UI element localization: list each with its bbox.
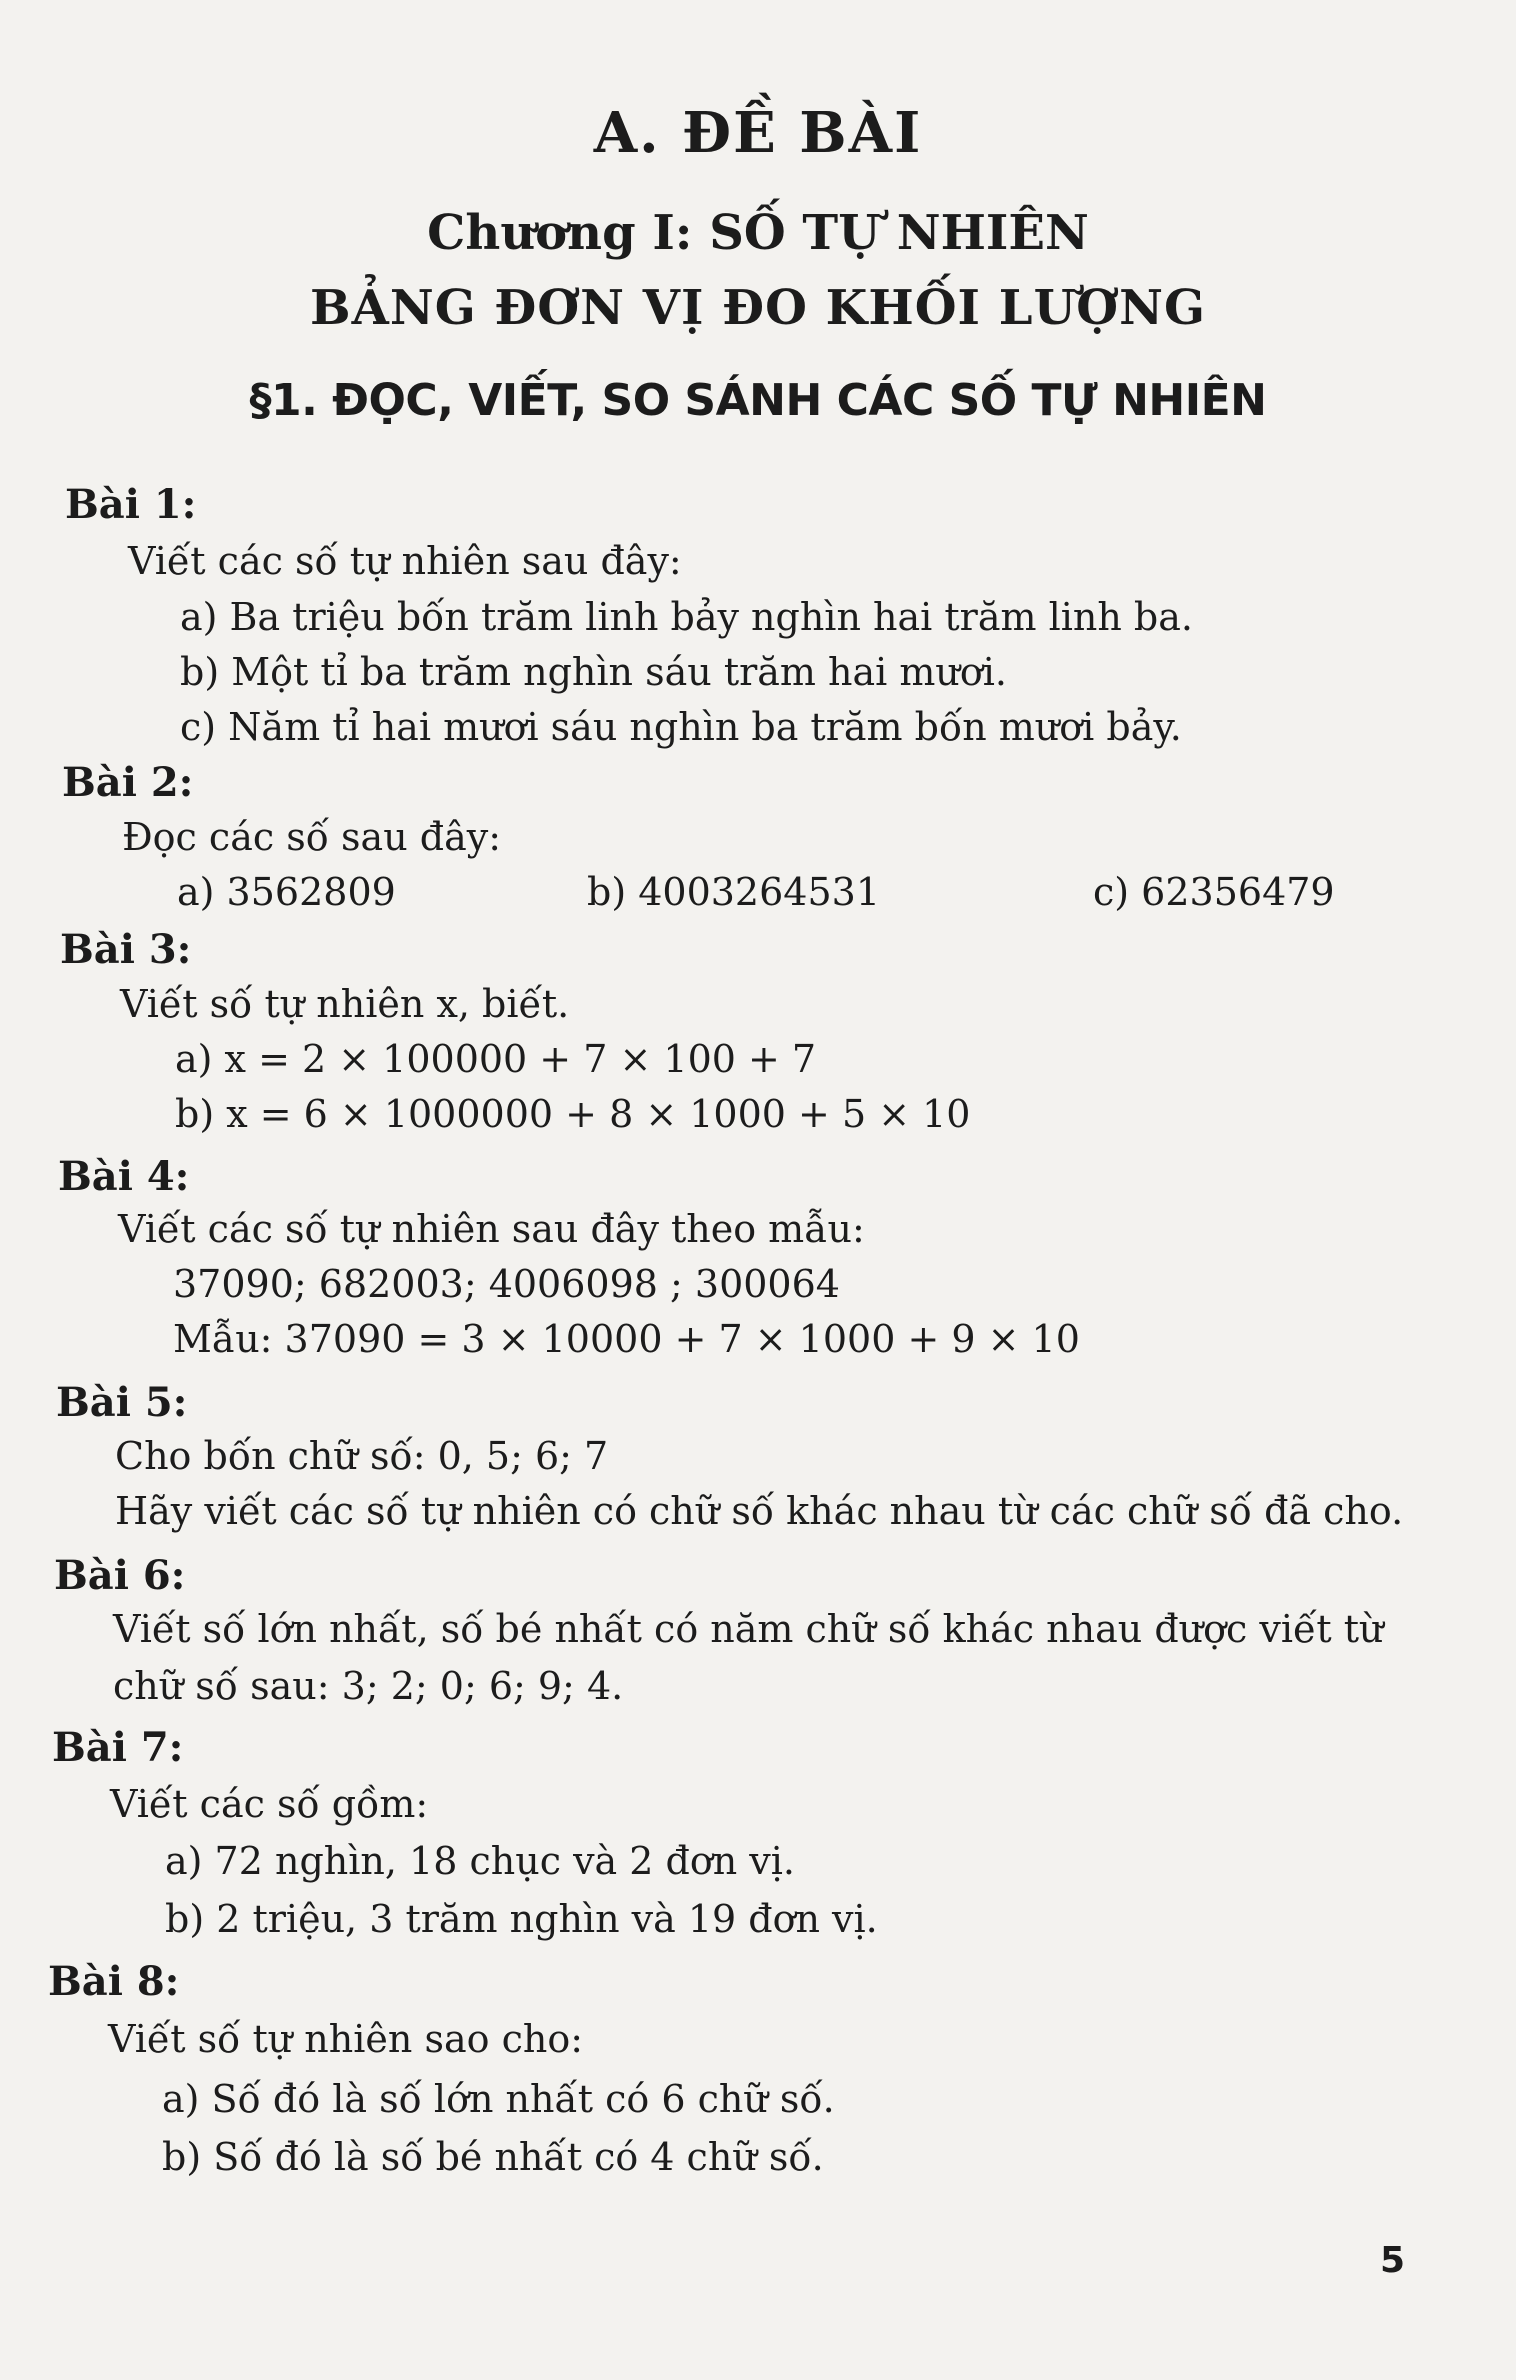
bai2-heading: Bài 2:	[62, 759, 194, 806]
bai2-item-a: a) 3562809	[177, 870, 396, 914]
chapter-title: Chương I: SỐ TỰ NHIÊN	[427, 205, 1089, 261]
bai7-heading: Bài 7:	[52, 1724, 184, 1771]
bai1-item-b: b) Một tỉ ba trăm nghìn sáu trăm hai mươi.	[180, 650, 1008, 694]
bai4-example: Mẫu: 37090 = 3 × 10000 + 7 × 1000 + 9 × 10	[173, 1317, 1080, 1361]
bai6-line2: chữ số sau: 3; 2; 0; 6; 9; 4.	[113, 1664, 624, 1708]
bai7-prompt: Viết các số gồm:	[110, 1782, 429, 1826]
bai4-heading: Bài 4:	[58, 1153, 190, 1200]
bai8-prompt: Viết số tự nhiên sao cho:	[108, 2017, 583, 2061]
bai2-item-c: c) 62356479	[1093, 870, 1335, 914]
bai3-prompt: Viết số tự nhiên x, biết.	[120, 982, 570, 1026]
bai2-prompt: Đọc các số sau đây:	[122, 815, 501, 859]
bai3-item-b: b) x = 6 × 1000000 + 8 × 1000 + 5 × 10	[175, 1092, 971, 1136]
bai6-heading: Bài 6:	[54, 1552, 186, 1599]
section-title: §1. ĐỌC, VIẾT, SO SÁNH CÁC SỐ TỰ NHIÊN	[249, 375, 1267, 426]
bai3-item-a: a) x = 2 × 100000 + 7 × 100 + 7	[175, 1037, 817, 1081]
bai3-heading: Bài 3:	[60, 926, 192, 973]
chapter-subtitle: BẢNG ĐƠN VỊ ĐO KHỐI LƯỢNG	[310, 280, 1206, 336]
bai6-line1: Viết số lớn nhất, số bé nhất có năm chữ số khác nhau được viết từ	[113, 1607, 1384, 1651]
bai4-numbers: 37090; 682003; 4006098 ; 300064	[173, 1262, 840, 1306]
bai8-item-b: b) Số đó là số bé nhất có 4 chữ số.	[162, 2135, 824, 2179]
bai2-item-b: b) 4003264531	[587, 870, 880, 914]
bai8-heading: Bài 8:	[48, 1958, 180, 2005]
bai7-item-b: b) 2 triệu, 3 trăm nghìn và 19 đơn vị.	[165, 1897, 878, 1941]
bai4-prompt: Viết các số tự nhiên sau đây theo mẫu:	[118, 1207, 865, 1251]
page-number: 5	[1380, 2240, 1406, 2281]
bai1-item-c: c) Năm tỉ hai mươi sáu nghìn ba trăm bốn mươi bảy.	[180, 705, 1182, 749]
bai7-item-a: a) 72 nghìn, 18 chục và 2 đơn vị.	[165, 1839, 795, 1883]
bai5-line2: Hãy viết các số tự nhiên có chữ số khác nhau từ các chữ số đã cho.	[115, 1489, 1404, 1533]
page-title: A. ĐỀ BÀI	[593, 100, 923, 166]
bai1-prompt: Viết các số tự nhiên sau đây:	[128, 539, 682, 583]
bai5-line1: Cho bốn chữ số: 0, 5; 6; 7	[115, 1434, 609, 1478]
bai5-heading: Bài 5:	[56, 1379, 188, 1426]
bai1-heading: Bài 1:	[65, 481, 197, 528]
bai8-item-a: a) Số đó là số lớn nhất có 6 chữ số.	[162, 2077, 835, 2121]
bai1-item-a: a) Ba triệu bốn trăm linh bảy nghìn hai trăm linh ba.	[180, 595, 1193, 639]
